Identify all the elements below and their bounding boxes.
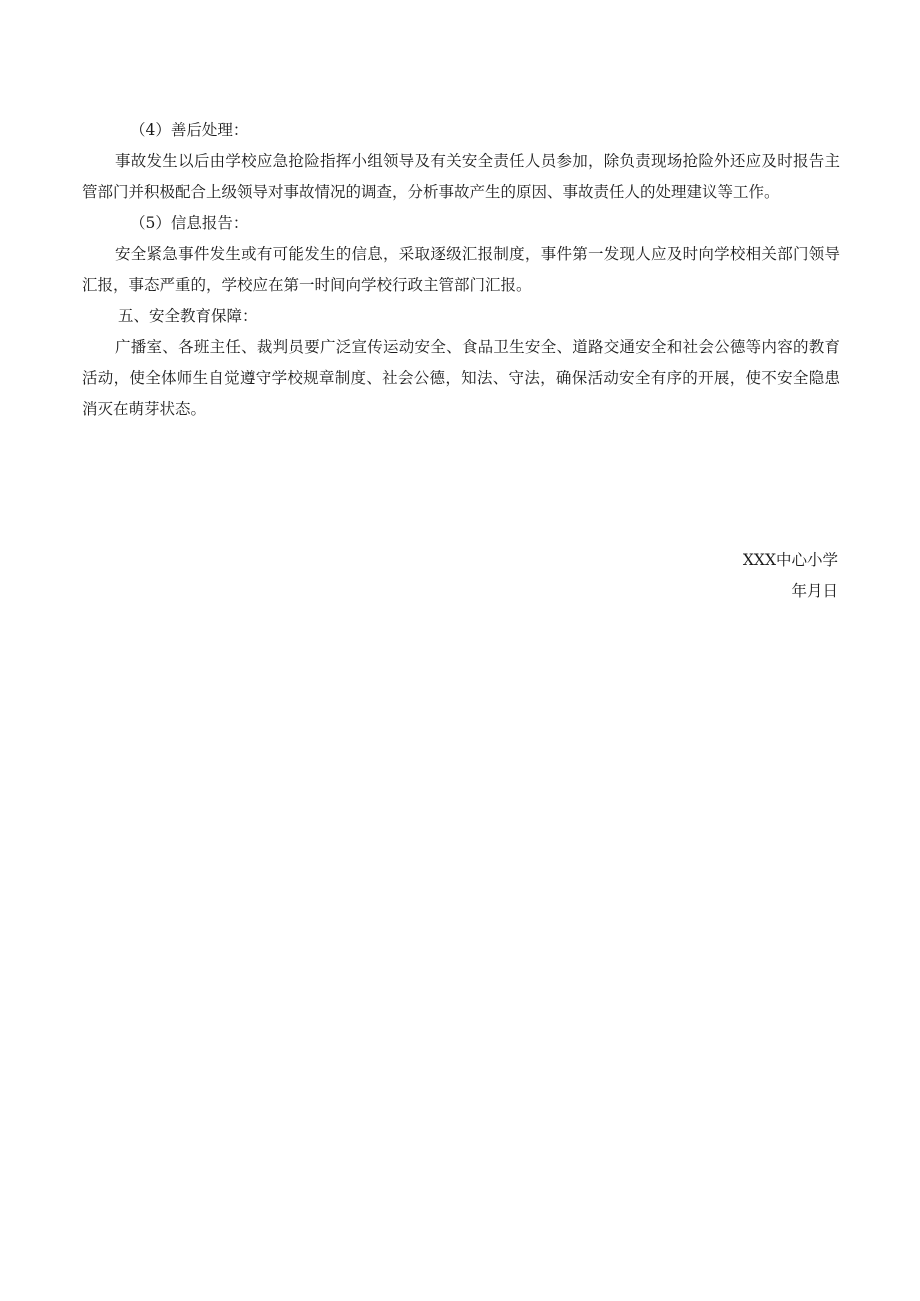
document-body [82,115,840,425]
section-body-aftermath: 事故发生以后由学校应急抢险指挥小组领导及有关安全责任人员参加，除负责现场抢险外还应及时报告主管部门并积极配合上级领导对事故情况的调查，分析事故产生的原因、事故责任人的处理建议等工作。 [82,152,840,201]
section-heading-aftermath: （4）善后处理： [130,121,249,139]
signature-block [743,545,838,607]
section-heading-safety-education: 五、安全教育保障： [118,307,258,325]
section-body-info-report: 安全紧急事件发生或有可能发生的信息，采取逐级汇报制度，事件第一发现人应及时向学校相关部门领导汇报，事态严重的，学校应在第一时间向学校行政主管部门汇报。 [82,245,840,294]
section-body-safety-education: 广播室、各班主任、裁判员要广泛宣传运动安全、食品卫生安全、道路交通安全和社会公德等内容的教育活动，使全体师生自觉遵守学校规章制度、社会公德，知法、守法，确保活动安全有序的开展，使不安全隐患消灭在萌芽状态。 [82,338,840,418]
signature-organization: XXX中心小学 [742,551,838,569]
section-heading-info-report: （5）信息报告： [130,214,249,232]
signature-date: 年月日 [791,582,838,600]
